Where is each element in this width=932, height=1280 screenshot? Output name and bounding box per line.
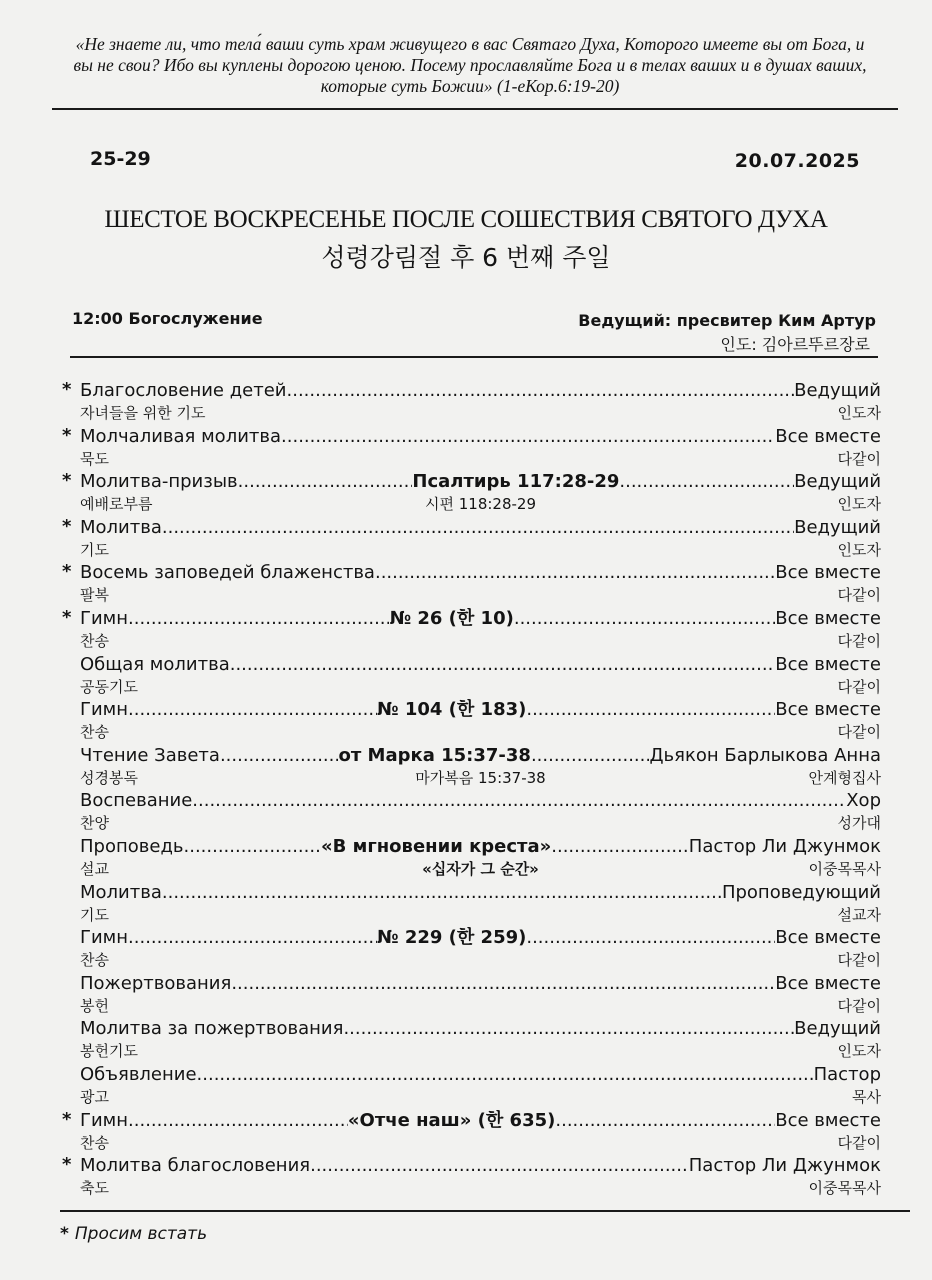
item-performer-ru: Хор	[846, 790, 881, 811]
dot-leader	[220, 745, 339, 767]
item-performer-ko: 이중목목사	[808, 860, 881, 878]
order-item	[0, 699, 932, 745]
item-performer-ru: Пастор Ли Джунмок	[688, 1155, 881, 1176]
item-name-ru: Объявление	[80, 1064, 197, 1085]
item-performer-ru: Дьякон Барлыкова Анна	[649, 745, 881, 766]
dot-leader	[197, 1064, 814, 1086]
item-line-ru	[80, 790, 881, 812]
item-performer-ru: Все вместе	[775, 562, 881, 583]
standing-marker: *	[62, 470, 72, 491]
item-performer-ko: 설교자	[837, 906, 881, 924]
item-reference-ko: 마가복음 15:37-38	[415, 769, 546, 787]
dot-leader	[128, 608, 389, 630]
dot-leader	[514, 608, 775, 630]
item-performer-ko: 인도자	[837, 1042, 881, 1060]
order-item	[0, 1110, 932, 1156]
item-reference: № 26 (한 10)	[389, 608, 514, 629]
item-line-ru	[80, 654, 881, 676]
item-performer-ru: Все вместе	[775, 699, 881, 720]
item-line-ko	[80, 402, 881, 424]
item-performer-ru: Пастор Ли Джунмок	[688, 836, 881, 857]
item-name-ko: 찬양	[80, 814, 109, 832]
footnote-text: Просим встать	[74, 1224, 208, 1244]
item-line-ru	[80, 745, 881, 767]
item-name-ru: Молитва-призыв	[80, 471, 238, 492]
item-performer-ru: Все вместе	[775, 426, 881, 447]
item-reference-ko: 시편 118:28-29	[424, 495, 537, 513]
order-item	[0, 426, 932, 472]
item-line-ko	[80, 1132, 881, 1154]
service-time: 12:00 Богослужение	[72, 309, 263, 328]
item-name-ko: 예배로부름	[80, 495, 153, 513]
order-item	[0, 471, 932, 517]
standing-marker: *	[62, 379, 72, 400]
leader-ru: Ведущий: пресвитер Ким Артур	[578, 311, 876, 330]
service-title-ko: 성령강림절 후 6 번째 주일	[321, 243, 611, 272]
standing-marker: *	[62, 425, 72, 446]
item-name-ko: 설교	[80, 860, 109, 878]
dot-leader	[526, 927, 775, 949]
item-line-ko	[80, 676, 881, 698]
item-name-ko: 찬송	[80, 951, 109, 969]
item-name-ru: Молитва	[80, 882, 162, 903]
item-performer-ko: 안계형집사	[808, 769, 881, 787]
item-reference: № 229 (한 259)	[376, 927, 527, 948]
item-reference: от Марка 15:37-38	[338, 745, 531, 766]
item-name-ru: Пожертвования	[80, 973, 232, 994]
item-performer-ko: 다같이	[837, 678, 881, 696]
item-line-ru	[80, 699, 881, 721]
item-name-ru: Молитва за пожертвования	[80, 1018, 344, 1039]
item-performer-ko: 인도자	[837, 541, 881, 559]
dot-leader	[162, 517, 794, 539]
item-line-ru	[80, 836, 881, 858]
item-name-ko: 광고	[80, 1088, 109, 1106]
order-item	[0, 654, 932, 700]
item-performer-ru: Проповедующий	[721, 882, 881, 903]
item-performer-ko: 다같이	[837, 586, 881, 604]
item-line-ru	[80, 1110, 881, 1132]
item-name-ko: 자녀들을 위한 기도	[80, 404, 206, 422]
item-line-ko	[80, 539, 881, 561]
item-name-ru: Гимн	[80, 927, 129, 948]
item-name-ko: 성경봉독	[80, 769, 138, 787]
item-name-ko: 찬송	[80, 723, 109, 741]
item-performer-ru: Все вместе	[775, 608, 881, 629]
item-performer-ru: Ведущий	[794, 380, 881, 401]
item-performer-ko: 다같이	[837, 632, 881, 650]
item-reference-ko: «십자가 그 순간»	[422, 860, 539, 878]
item-name-ko: 찬송	[80, 632, 109, 650]
item-name-ko: 공동기도	[80, 678, 138, 696]
dot-leader	[128, 1110, 348, 1132]
dot-leader	[231, 973, 775, 995]
item-performer-ko: 다같이	[837, 450, 881, 468]
dot-leader	[375, 562, 775, 584]
order-item	[0, 836, 932, 882]
dot-leader	[230, 654, 776, 676]
item-line-ru	[80, 517, 881, 539]
item-line-ko	[80, 812, 881, 834]
item-name-ru: Общая молитва	[80, 654, 230, 675]
item-line-ko	[80, 448, 881, 470]
bulletin-date: 20.07.2025	[734, 150, 860, 172]
item-line-ko	[80, 721, 881, 743]
order-item	[0, 927, 932, 973]
item-line-ru	[80, 882, 881, 904]
dot-leader	[343, 1018, 794, 1040]
item-name-ru: Молитва	[80, 517, 162, 538]
dot-leader	[238, 471, 413, 493]
standing-marker: *	[62, 607, 72, 628]
item-line-ko	[80, 949, 881, 971]
item-line-ru	[80, 1018, 881, 1040]
dot-leader	[184, 836, 322, 858]
order-item	[0, 608, 932, 654]
item-performer-ko: 다같이	[837, 997, 881, 1015]
order-item	[0, 1155, 932, 1201]
item-performer-ko: 성가대	[837, 814, 881, 832]
standing-marker: *	[62, 516, 72, 537]
dot-leader	[310, 1155, 689, 1177]
bulletin-number: 25-29	[90, 148, 151, 170]
item-line-ko	[80, 995, 881, 1017]
order-item	[0, 973, 932, 1019]
header-divider	[70, 356, 878, 358]
item-performer-ko: 이중목목사	[808, 1179, 881, 1197]
item-line-ru	[80, 927, 881, 949]
item-line-ko	[80, 584, 881, 606]
item-name-ru: Гимн	[80, 608, 129, 629]
item-line-ko	[80, 767, 881, 789]
item-line-ko	[80, 630, 881, 652]
dot-leader	[281, 426, 775, 448]
footnote-star: *	[60, 1224, 69, 1244]
item-reference: Псалтирь 117:28-29	[412, 471, 620, 492]
item-performer-ko: 다같이	[837, 723, 881, 741]
order-item	[0, 1064, 932, 1110]
footnote	[60, 1224, 207, 1244]
order-item	[0, 562, 932, 608]
order-item	[0, 882, 932, 928]
item-performer-ru: Все вместе	[775, 654, 881, 675]
item-name-ru: Гимн	[80, 1110, 129, 1131]
item-name-ru: Восемь заповедей блаженства	[80, 562, 375, 583]
item-performer-ru: Ведущий	[794, 517, 881, 538]
dot-leader	[551, 836, 689, 858]
item-line-ru	[80, 380, 881, 402]
dot-leader	[555, 1110, 775, 1132]
item-reference: «В мгновении креста»	[321, 836, 552, 857]
dot-leader	[531, 745, 650, 767]
order-item	[0, 790, 932, 836]
standing-marker: *	[62, 1154, 72, 1175]
item-line-ru	[80, 973, 881, 995]
item-reference: «Отче наш» (한 635)	[347, 1110, 556, 1131]
dot-leader	[287, 380, 795, 402]
footer-divider	[60, 1210, 910, 1212]
item-line-ko	[80, 493, 881, 515]
item-name-ru: Молчаливая молитва	[80, 426, 282, 447]
item-performer-ru: Все вместе	[775, 973, 881, 994]
leader-ko: 인도: 김아르뚜르장로	[720, 335, 870, 354]
item-performer-ko: 다같이	[837, 951, 881, 969]
order-item	[0, 745, 932, 791]
item-name-ru: Благословение детей	[80, 380, 287, 401]
order-item	[0, 517, 932, 563]
scripture-quote: «Не знаете ли, что тела́ ваши суть храм живущего в вас Святаго Духа, Которого имеете вы от Бога, и вы не свои? Ибо вы куплены дорогою ценою. Посему прославляйте Бога и в телах ваших и в душах ваших, которые суть Божии» (1-еКор.6:19-20)	[73, 34, 867, 96]
dot-leader	[128, 927, 377, 949]
item-name-ru: Молитва благословения	[80, 1155, 311, 1176]
item-name-ru: Чтение Завета	[80, 745, 220, 766]
service-title-ru: ШЕСТОЕ ВОСКРЕСЕНЬЕ ПОСЛЕ СОШЕСТВИЯ СВЯТОГО ДУХА	[104, 206, 828, 233]
top-divider	[52, 108, 898, 110]
item-name-ru: Воспевание	[80, 790, 193, 811]
item-performer-ru: Все вместе	[775, 927, 881, 948]
item-line-ru	[80, 471, 881, 493]
dot-leader	[526, 699, 775, 721]
item-name-ru: Гимн	[80, 699, 129, 720]
item-name-ko: 팔복	[80, 586, 109, 604]
item-performer-ru: Ведущий	[794, 471, 881, 492]
item-performer-ko: 다같이	[837, 1134, 881, 1152]
item-line-ru	[80, 426, 881, 448]
item-line-ru	[80, 1155, 881, 1177]
item-name-ko: 기도	[80, 541, 109, 559]
standing-marker: *	[62, 561, 72, 582]
dot-leader	[162, 882, 722, 904]
item-performer-ko: 인도자	[837, 404, 881, 422]
item-performer-ko: 인도자	[837, 495, 881, 513]
item-name-ko: 축도	[80, 1179, 109, 1197]
item-line-ru	[80, 1064, 881, 1086]
item-performer-ko: 목사	[852, 1088, 881, 1106]
item-performer-ru: Пастор	[813, 1064, 881, 1085]
item-reference: № 104 (한 183)	[376, 699, 527, 720]
item-name-ko: 묵도	[80, 450, 109, 468]
item-line-ko	[80, 858, 881, 880]
item-line-ko	[80, 904, 881, 926]
item-line-ru	[80, 608, 881, 630]
dot-leader	[128, 699, 377, 721]
order-item	[0, 1018, 932, 1064]
item-performer-ru: Все вместе	[775, 1110, 881, 1131]
dot-leader	[619, 471, 794, 493]
standing-marker: *	[62, 1109, 72, 1130]
item-name-ko: 봉헌기도	[80, 1042, 138, 1060]
item-name-ko: 봉헌	[80, 997, 109, 1015]
item-name-ko: 기도	[80, 906, 109, 924]
order-item	[0, 380, 932, 426]
item-line-ko	[80, 1086, 881, 1108]
item-name-ko: 찬송	[80, 1134, 109, 1152]
item-name-ru: Проповедь	[80, 836, 184, 857]
item-performer-ru: Ведущий	[794, 1018, 881, 1039]
item-line-ru	[80, 562, 881, 584]
dot-leader	[192, 790, 846, 812]
item-line-ko	[80, 1040, 881, 1062]
item-line-ko	[80, 1177, 881, 1199]
